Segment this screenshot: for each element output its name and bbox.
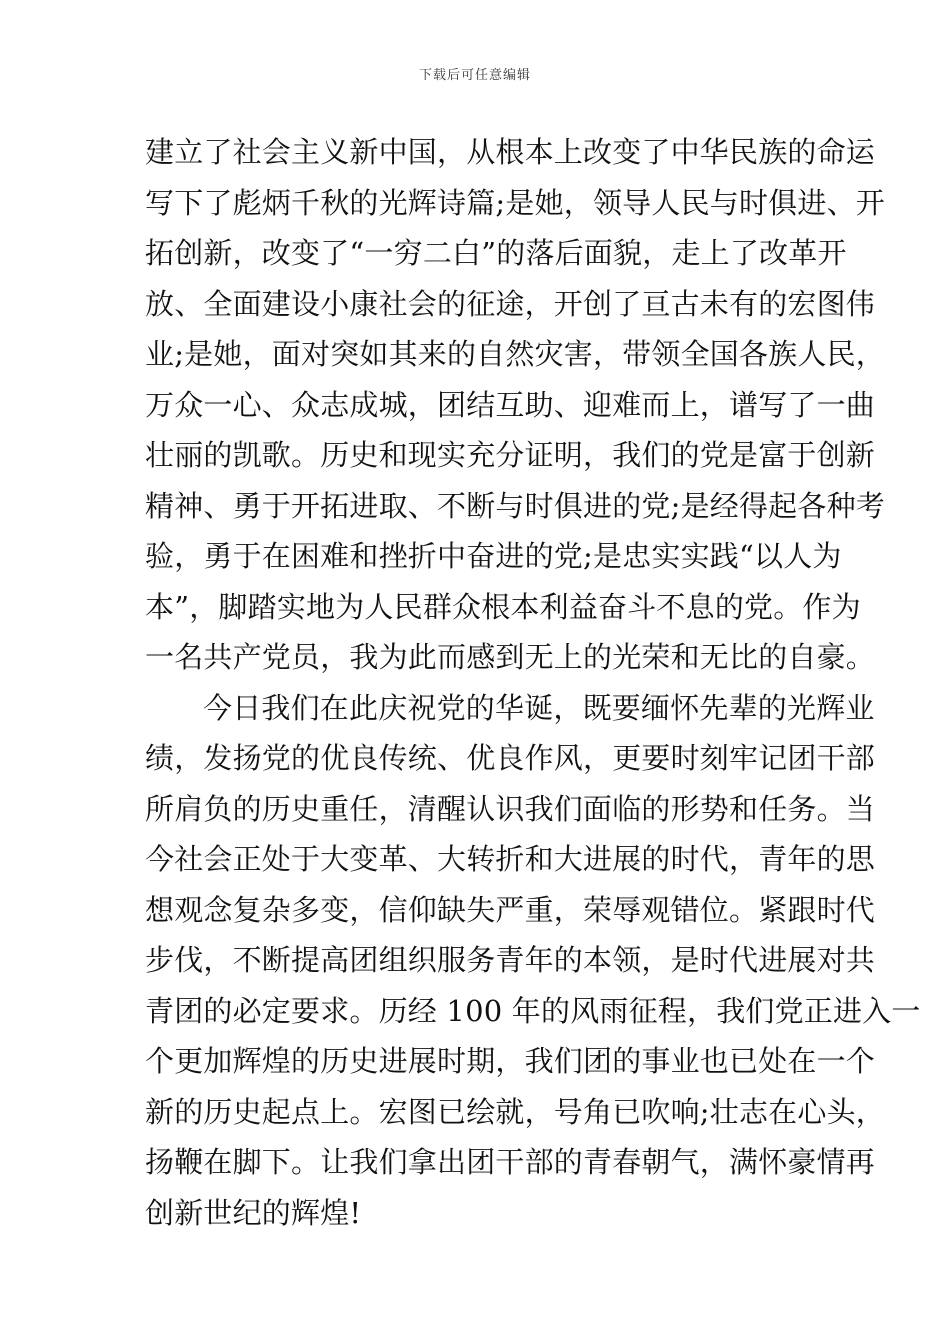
text-line: 扬鞭在脚下。让我们拿出团干部的青春朝气，满怀豪情再 [145,1145,876,1179]
text-line: 想观念复杂多变，信仰缺失严重，荣辱观错位。紧跟时代 [145,892,876,927]
text-line: 拓创新，改变了“一穷二白”的落后面貌，走上了改革开 [145,236,847,270]
text-line: 新的历史起点上。宏图已绘就，号角已吹响;壮志在心头， [145,1094,885,1129]
text-line: 今社会正处于大变革、大转折和大进展的时代，青年的思 [145,842,876,876]
text-line: 青团的必定要求。历经 100 年的风雨征程，我们党正进入一 [145,993,921,1028]
text-line: 放、全面建设小康社会的征途，开创了亘古未有的宏图伟 [145,286,876,321]
text-line: 个更加辉煌的历史进展时期，我们团的事业也已处在一个 [145,1044,876,1078]
text-line: 一名共产党员，我为此而感到无上的光荣和无比的自豪。 [145,640,876,674]
body-text [145,127,921,1238]
text-line: 步伐，不断提高团组织服务青年的本领，是时代进展对共 [145,943,876,977]
text-line: 业;是她，面对突如其来的自然灾害，带领全国各族人民， [145,337,885,371]
text-line: 创新世纪的辉煌! [145,1195,362,1230]
text-line: 壮丽的凯歌。历史和现实充分证明，我们的党是富于创新 [145,438,876,472]
text-line: 写下了彪炳千秋的光辉诗篇;是她，领导人民与时俱进、开 [145,185,885,220]
paragraph-start-line: 今日我们在此庆祝党的华诞，既要缅怀先辈的光辉业 [203,690,875,725]
text-line: 验，勇于在困难和挫折中奋进的党;是忠实实践“以人为 [145,539,842,573]
page-header: 下载后可任意编辑 [418,68,531,83]
text-line: 所肩负的历史重任，清醒认识我们面临的形势和任务。当 [145,791,876,826]
text-line: 万众一心、众志成城，团结互助、迎难而上，谱写了一曲 [145,387,876,422]
text-line: 精神、勇于开拓进取、不断与时俱进的党;是经得起各种考 [145,488,885,523]
text-line: 本”，脚踏实地为人民群众根本利益奋斗不息的党。作为 [145,589,861,624]
text-line: 绩，发扬党的优良传统、优良作风，更要时刻牢记团干部 [145,741,876,775]
text-line: 建立了社会主义新中国，从根本上改变了中华民族的命运 [145,135,876,169]
